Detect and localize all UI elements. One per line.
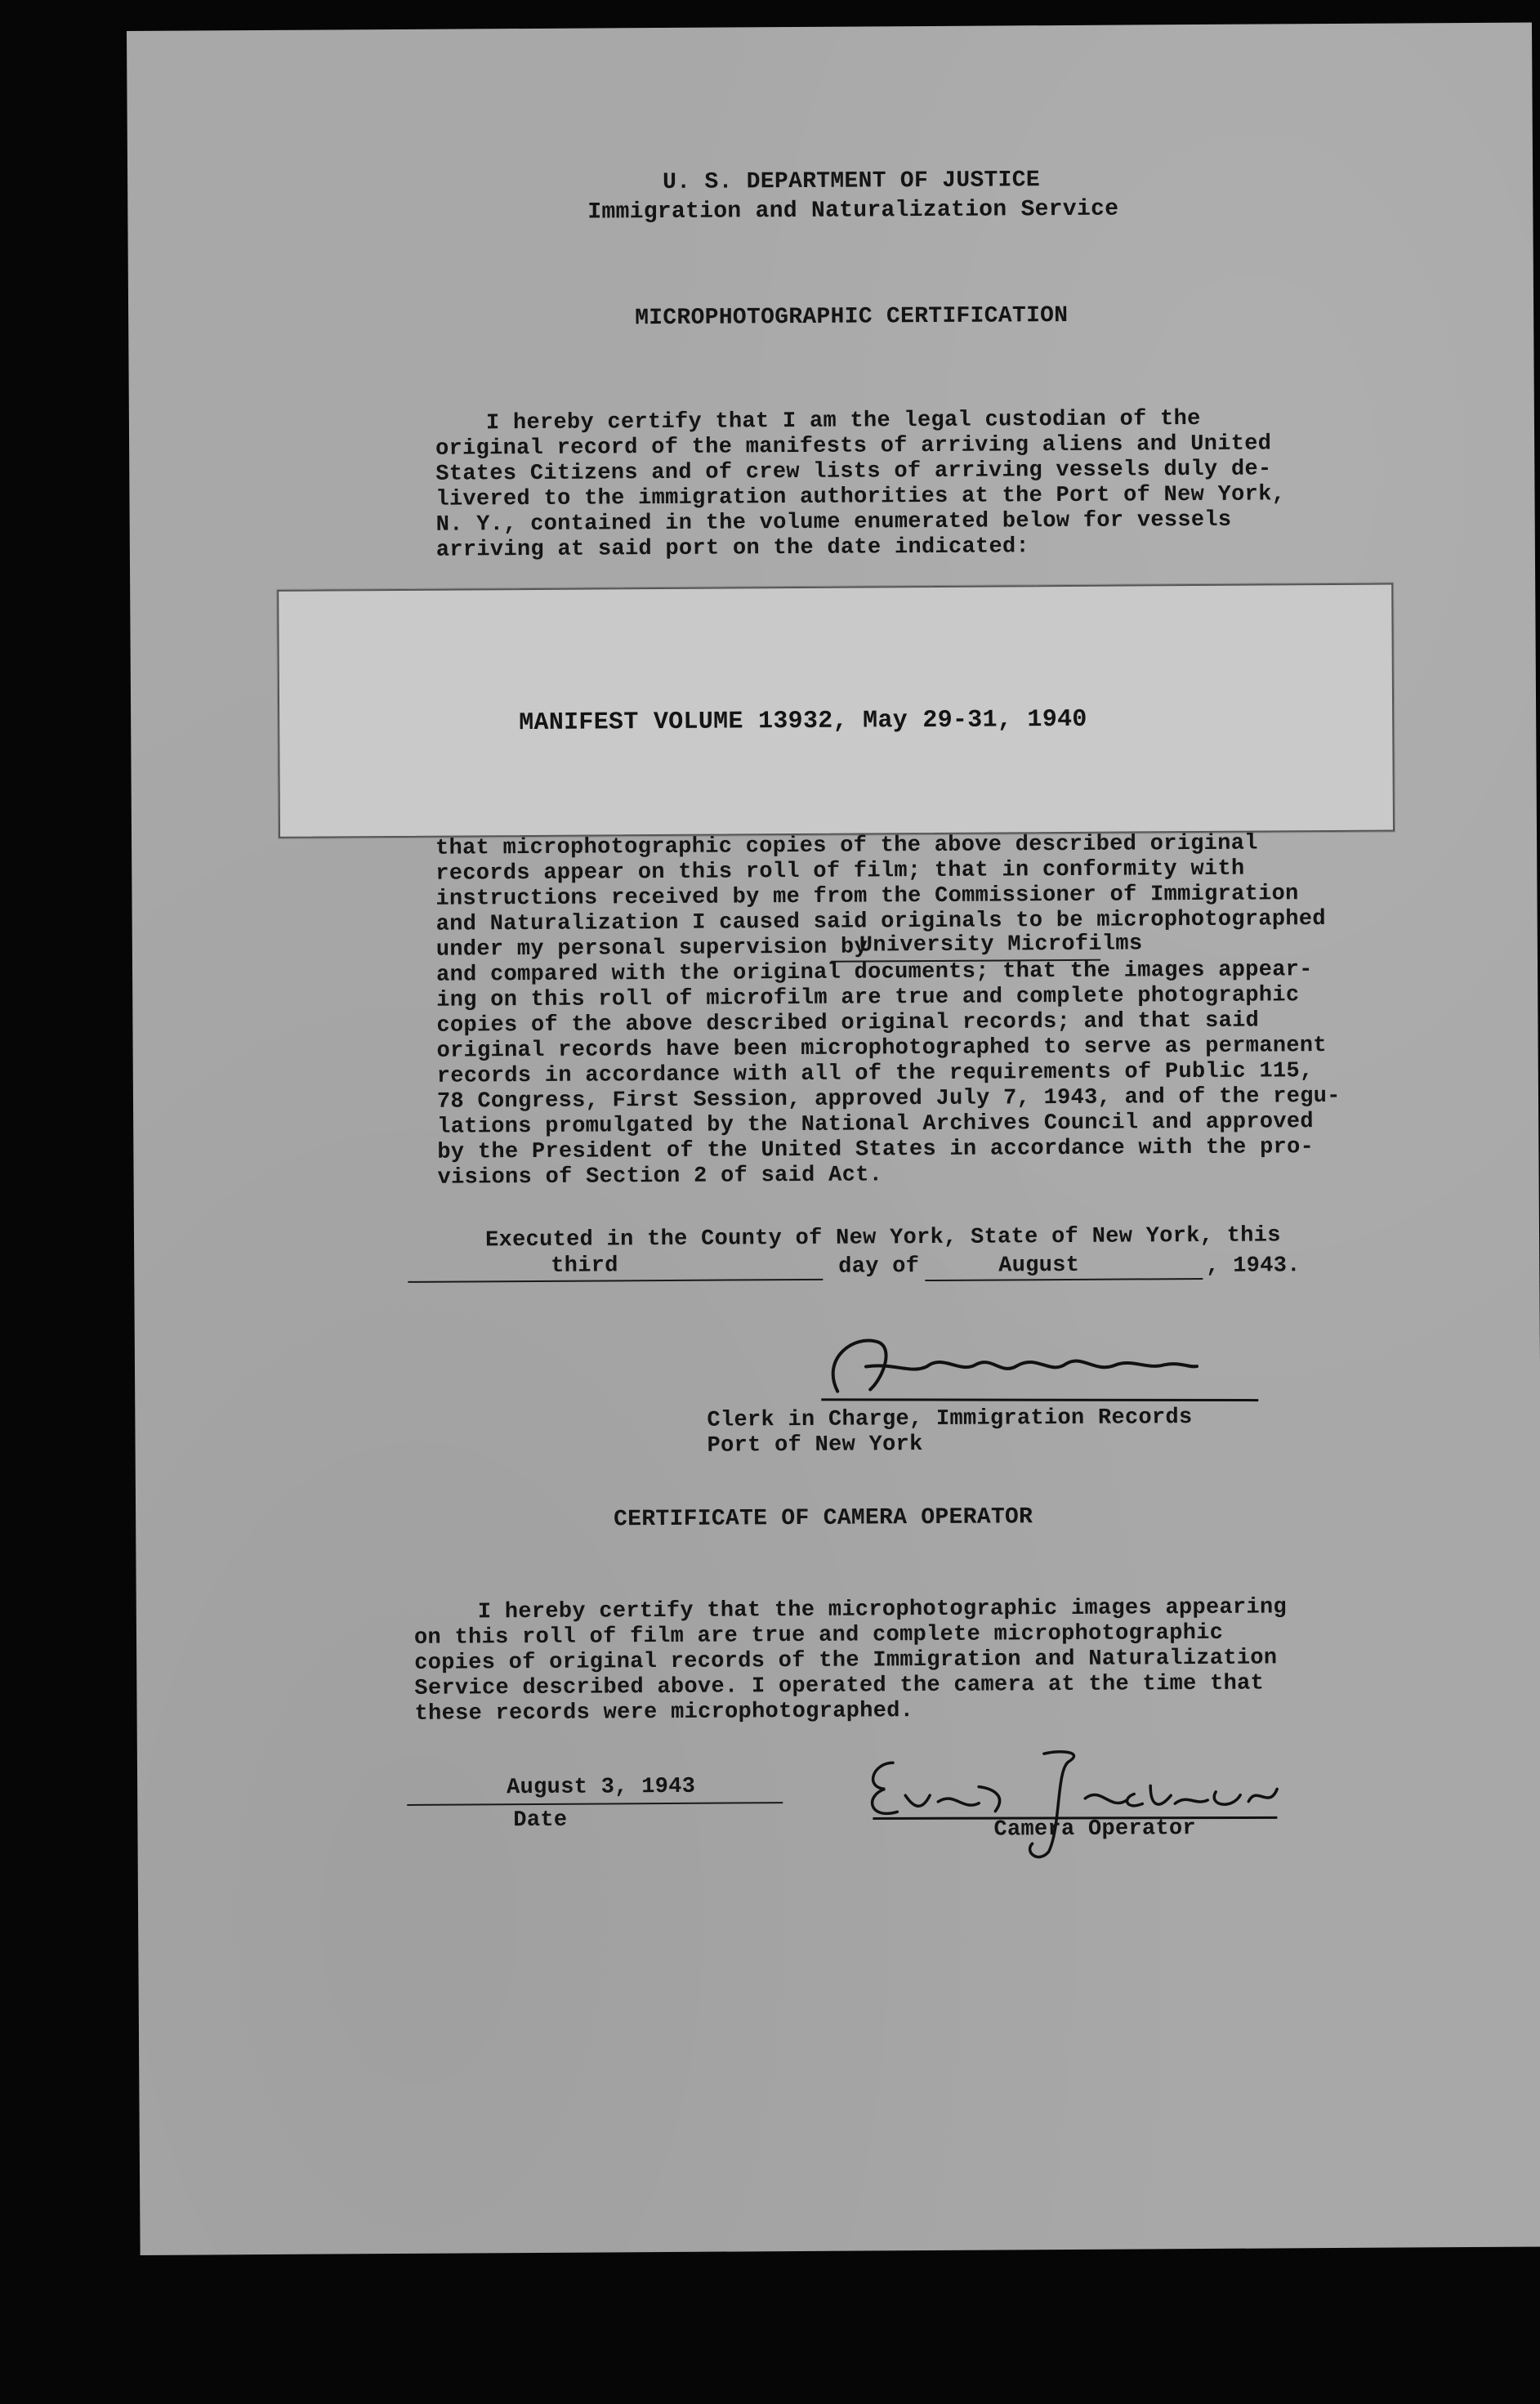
intro-line: livered to the immigration authorities at the Port of New York,	[435, 482, 1286, 512]
clerk-signature	[805, 1316, 1263, 1408]
body-line: records in accordance with all of the requirements of Public 115,	[436, 1059, 1314, 1089]
camera-line: I hereby certify that the microphotographic images appearing	[477, 1595, 1288, 1625]
operation-date: August 3, 1943	[507, 1774, 696, 1801]
execution-month: August	[998, 1253, 1080, 1279]
body-line: copies of the above described original records; and that said	[436, 1008, 1260, 1039]
body-line: instructions received by me from the Commissioner of Immigration	[435, 882, 1299, 912]
camera-line: these records were microphotographed.	[414, 1699, 914, 1727]
department-heading: U. S. DEPARTMENT OF JUSTICE	[663, 168, 1041, 195]
camera-line: on this roll of film are true and complete microphotographic	[413, 1620, 1224, 1651]
manifest-volume: MANIFEST VOLUME 13932, May 29-31, 1940	[519, 705, 1087, 738]
body-line: ing on this roll of microfilm are true and complete photographic	[436, 983, 1300, 1013]
intro-line: original record of the manifests of arriving aliens and United	[435, 431, 1272, 462]
body-line: and Naturalization I caused said originals to be microphotographed	[435, 907, 1326, 937]
clerk-title: Clerk in Charge, Immigration Records	[707, 1405, 1193, 1433]
date-label: Date	[513, 1807, 568, 1834]
body-line: visions of Section 2 of said Act.	[437, 1163, 883, 1191]
executed-line: Executed in the County of New York, State of New York, this	[484, 1223, 1281, 1253]
day-of-label: day of	[838, 1254, 920, 1280]
supervisor-name: University Microfilms	[859, 932, 1143, 958]
clerk-port: Port of New York	[707, 1432, 923, 1459]
day-underline	[408, 1279, 823, 1283]
supervisor-field	[835, 932, 1143, 958]
manifest-label-strip	[277, 583, 1395, 838]
intro-line: States Citizens and of crew lists of arriving vessels duly de-	[435, 457, 1272, 487]
camera-certificate-title: CERTIFICATE OF CAMERA OPERATOR	[614, 1504, 1033, 1533]
certificate-page	[127, 22, 1540, 2254]
body-line: that microphotographic copies of the above described original	[435, 831, 1258, 861]
intro-line: I hereby certify that I am the legal custodian of the	[485, 406, 1201, 436]
camera-operator-signature	[856, 1727, 1282, 1869]
body-line: under my personal supervision by	[435, 935, 868, 963]
intro-line: arriving at said port on the date indicated:	[435, 534, 1030, 563]
camera-line: copies of original records of the Immigration and Naturalization	[414, 1646, 1278, 1676]
body-line: and compared with the original documents; that the images appear-	[435, 958, 1313, 988]
execution-year: , 1943.	[1206, 1253, 1301, 1279]
month-underline	[925, 1278, 1203, 1281]
body-line: original records have been microphotographed to serve as permanent	[436, 1034, 1327, 1064]
execution-day: third	[551, 1253, 618, 1279]
service-heading: Immigration and Naturalization Service	[587, 196, 1119, 226]
body-line: records appear on this roll of film; that in conformity with	[435, 856, 1245, 887]
date-underline	[407, 1802, 783, 1806]
camera-line: Service described above. I operated the camera at the time that	[414, 1671, 1265, 1701]
body-line: by the President of the United States in accordance with the pro-	[437, 1135, 1315, 1165]
body-line: 78 Congress, First Session, approved July 7, 1943, and of the regu-	[436, 1084, 1341, 1115]
body-line: lations promulgated by the National Archives Council and approved	[437, 1110, 1314, 1140]
camera-operator-label: Camera Operator	[993, 1816, 1197, 1843]
document-title: MICROPHOTOGRAPHIC CERTIFICATION	[635, 302, 1069, 332]
intro-line: N. Y., contained in the volume enumerated below for vessels	[435, 507, 1232, 538]
